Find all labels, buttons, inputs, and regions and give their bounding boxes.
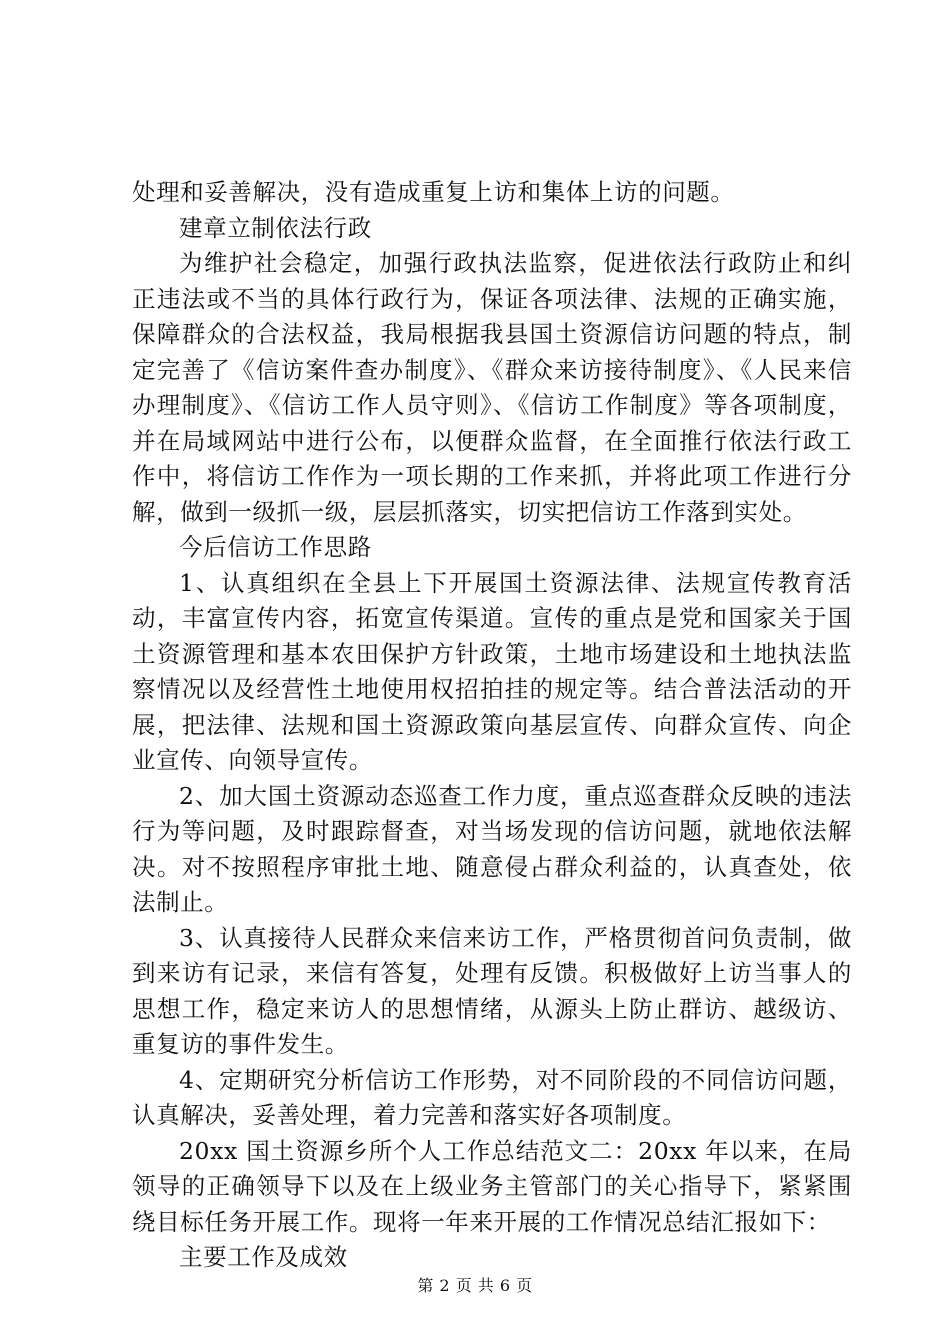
list-item: 3、认真接待人民群众来信来访工作，严格贯彻首问负责制，做到来访有记录，来信有答复，处理有反馈。积极做好上访当事人的思想工作，稳定来访人的思想情绪，从源头上防止群访、越级访、重复访的事件发生。 [132, 923, 852, 1058]
list-item: 1、认真组织在全县上下开展国土资源法律、法规宣传教育活动，丰富宣传内容，拓宽宣传渠道。宣传的重点是党和国家关于国土资源管理和基本农田保护方针政策，土地市场建设和土地执法监察情况以及经营性土地使用权招拍挂的规定等。结合普法活动的开展，把法律、法规和国土资源政策向基层宣传、向群众宣传、向企业宣传、向领导宣传。 [132, 568, 852, 774]
list-item: 2、加大国土资源动态巡查工作力度，重点巡查群众反映的违法行为等问题，及时跟踪督查，对当场发现的信访问题，就地依法解决。对不按照程序审批土地、随意侵占群众利益的，认真查处，依法制止。 [132, 781, 852, 916]
list-item: 4、定期研究分析信访工作形势，对不同阶段的不同信访问题，认真解决，妥善处理，着力完善和落实好各项制度。 [132, 1065, 852, 1129]
paragraph: 20xx 国土资源乡所个人工作总结范文二：20xx 年以来，在局领导的正确领导下以及在上级业务主管部门的关心指导下，紧紧围绕目标任务开展工作。现将一年来开展的工作情况总结汇报如下： [132, 1136, 852, 1236]
paragraph: 为维护社会稳定，加强行政执法监察，促进依法行政防止和纠正违法或不当的具体行政行为，保证各项法律、法规的正确实施，保障群众的合法权益，我局根据我县国土资源信访问题的特点，制定完善了《信访案件查办制度》、《群众来访接待制度》、《人民来信办理制度》、《信访工作人员守则》、《信访工作制度》等各项制度，并在局域网站中进行公布，以便群众监督，在全面推行依法行政工作中，将信访工作作为一项长期的工作来抓，并将此项工作进行分解，做到一级抓一级，层层抓落实，切实把信访工作落到实处。 [132, 249, 852, 526]
section-heading: 今后信访工作思路 [179, 533, 372, 561]
section-heading: 主要工作及成效 [179, 1243, 348, 1271]
document-body [132, 175, 852, 1276]
page-number-footer: 第 2 页 共 6 页 [417, 1276, 533, 1295]
section-heading: 建章立制依法行政 [179, 213, 372, 242]
paragraph: 处理和妥善解决，没有造成重复上访和集体上访的问题。 [132, 178, 735, 206]
